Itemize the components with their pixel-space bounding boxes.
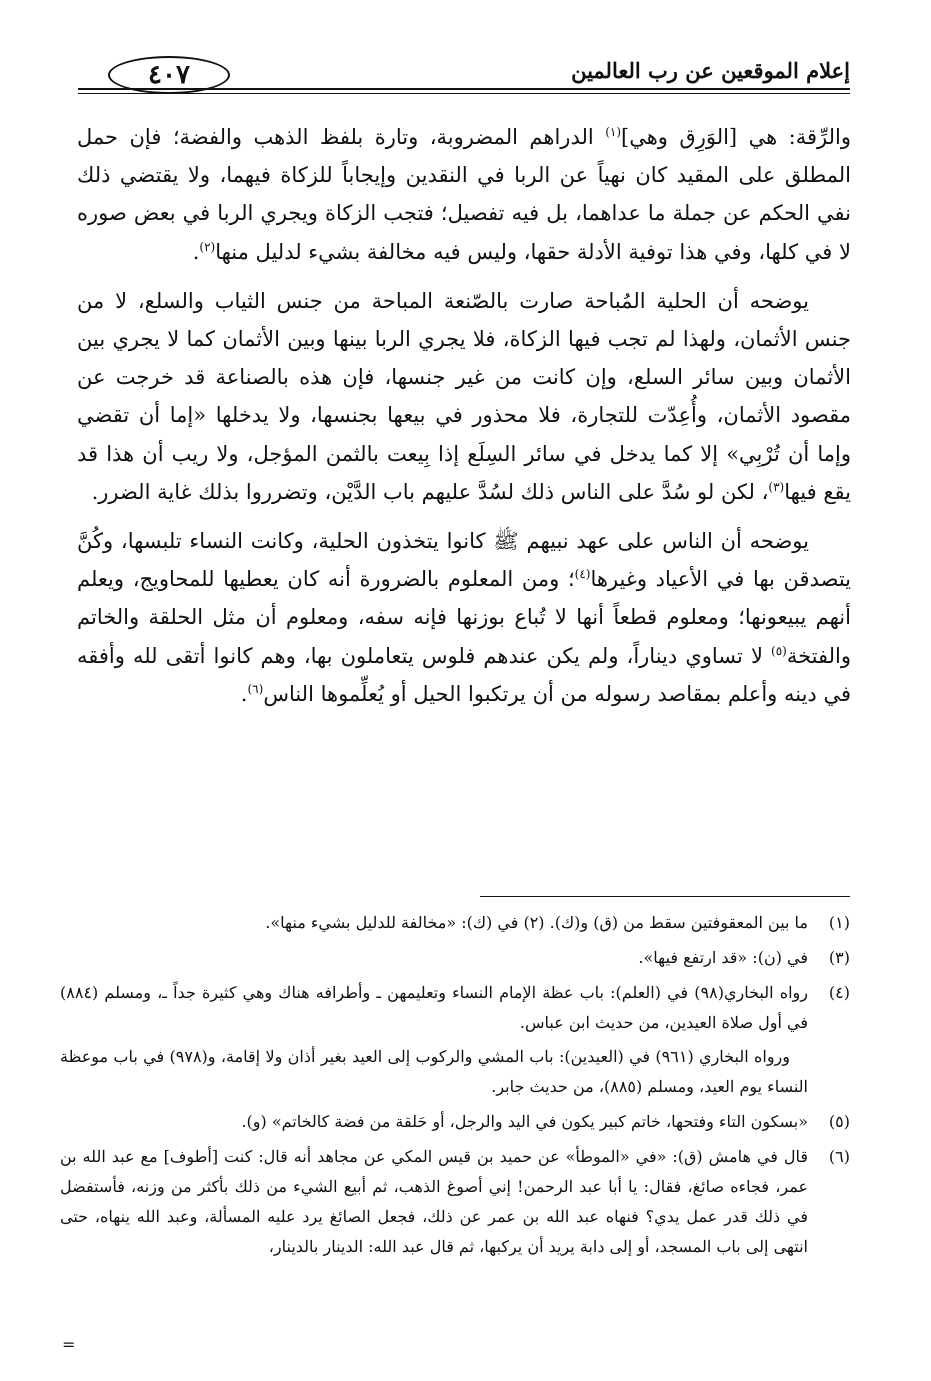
footnote-reference: (١): [605, 125, 622, 139]
header-rule-thin: [78, 93, 850, 94]
footnote-body: [60, 1142, 808, 1262]
footnote: [60, 1142, 850, 1262]
footnote-text: ما بين المعقوفتين سقط من (ق) و(ك). (٢) في (ك): «مخالفة للدليل بشيء منها».: [265, 913, 808, 932]
footnote-number: (١): [828, 913, 850, 932]
page-number: ٤٠٧: [108, 56, 230, 94]
paragraph-text: يوضحه أن الناس على عهد نبيهم ﷺ كانوا يتخذون الحلية، وكانت النساء تلبسها، وكُنَّ يتصدقن بها في الأعياد وغيرها: [77, 529, 852, 592]
paragraph-text: والرِّقة: هي [الوَرِق وهي]: [621, 125, 851, 149]
continuation-mark: =: [62, 1335, 76, 1354]
paragraph: [77, 282, 851, 511]
paragraph-text: ؛ ومن المعلوم بالضرورة أنه كان يعطيها للمحاويج، ويعلم أنهم يبيعونها؛ ومعلوم قطعاً أنها لا تُباع بوزنها فإنه سفه، ومعلوم أن مثل الحلقة والخاتم والفتخة: [77, 567, 851, 668]
header-rule-thick: [78, 88, 850, 90]
footnote: [60, 943, 850, 973]
footnote-text: قال في هامش (ق): «في «الموطأ» عن حميد بن قيس المكي عن مجاهد أنه قال: كنت [أطوف] مع عبد الله بن عمر، فجاءه صائغ، فقال: يا أبا عبد الرحمن! إني أصوغ الذهب، ثم أبيع الشيء من ذلك بأكثر من وزنه، فأستفضل في ذلك قدر عمل يدي؟ فنهاه عبد الله بن عمر عن ذلك، فجعل الصائغ يرد عليه المسألة، وعبد الله ينهاه، حتى انتهى إلى باب المسجد، أو إلى دابة يريد أن يركبها، ثم قال عبد الله: الدينار بالدينار،: [60, 1147, 809, 1256]
paragraph-text: يوضحه أن الحلية المُباحة صارت بالصّنعة المباحة من جنس الثياب والسلع، لا من جنس الأثمان، ولهذا لم تجب فيها الزكاة، فلا يجري الربا بينها وبين الأثمان كما لا يجري بين الأثمان وبين سائر السلع، وإن كانت من غير جنسها، فإن هذه بالصناعة قد خرجت عن مقصود الأثمان، وأُعِدّت للتجارة، فلا محذور في بيعها بجنسها، ولا يدخلها «إما أن تقضي وإما أن تُرْبِي» إلا كما يدخل في سائر السِلَع إذا بِيعت بالثمن المؤجل، ولا ريب أن هذا قد يقع فيها: [77, 288, 851, 504]
paragraph-text: لا تساوي ديناراً، ولم يكن عندهم فلوس يتعاملون بها، وهم كانوا أتقى لله وأفقه في دينه وأعلم بمقاصد رسوله من أن يرتكبوا الحيل أو يُعلِّموها الناس: [77, 643, 851, 706]
footnote-reference: (٥): [771, 643, 787, 658]
footnote-number: (٤): [828, 983, 850, 1002]
main-text: [77, 118, 851, 713]
footnotes: [60, 908, 850, 1262]
footnote-reference: (٤): [574, 567, 591, 582]
footnote: [60, 1107, 850, 1137]
footnote-text: رواه البخاري(٩٨) في (العلم): باب عظة الإمام النساء وتعليمهن ـ وأطرافه هناك وهي كثيرة جداً ـ، ومسلم (٨٨٤) في أول صلاة العيدين، من حديث ابن عباس.: [60, 983, 808, 1032]
paragraph-text: ، لكن لو سُدَّ على الناس ذلك لسُدَّ عليهم باب الدَّيْن، وتضرروا بذلك غاية الضرر.: [91, 479, 769, 504]
footnote-body: [60, 978, 808, 1102]
footnote-number: (٦): [828, 1147, 850, 1166]
running-title: إعلام الموقعين عن رب العالمين: [571, 58, 850, 83]
paragraph-text: .: [192, 239, 200, 264]
page-header: [78, 56, 850, 96]
footnote-continuation: ورواه البخاري (٩٦١) في (العيدين): باب المشي والركوب إلى العيد بغير أذان ولا إقامة، و(٩٧٨) في باب موعظة النساء يوم العيد، ومسلم (٨٨٥)، من حديث جابر.: [60, 1047, 808, 1096]
paragraph: [77, 118, 851, 271]
footnote-number: (٣): [828, 948, 850, 967]
footnote-separator: [480, 896, 850, 897]
footnote-number: (٥): [828, 1112, 850, 1131]
footnote-reference: (٢): [199, 239, 216, 254]
footnote-text: في (ن): «قد ارتفع فيها».: [638, 948, 808, 967]
footnote-body: [60, 943, 808, 973]
footnote-reference: (٦): [247, 681, 264, 696]
footnote-reference: (٣): [768, 479, 785, 494]
footnote: [60, 978, 850, 1102]
paragraph: [77, 522, 851, 713]
footnote-body: [60, 908, 808, 938]
footnote-text: «بسكون التاء وفتحها، خاتم كبير يكون في اليد والرجل، أو حَلقة من فضة كالخاتم» (و).: [241, 1112, 808, 1131]
paragraph-text: .: [240, 681, 248, 706]
paragraph-text: الدراهم المضروبة، وتارة بلفظ الذهب والفضة؛ فإن حمل المطلق على المقيد كان نهياً عن الربا في النقدين وإيجاباً للزكاة فيهما، ولا يقتضي ذلك نفي الحكم عن جملة ما عداهما، بل فيه تفصيل؛ فتجب الزكاة ويجري الربا في بعض صوره لا في كلها، وفي هذا توفية الأدلة حقها، وليس فيه مخالفة بشيء لدليل منها: [77, 125, 851, 264]
footnote: [60, 908, 850, 938]
footnote-body: [60, 1107, 808, 1137]
